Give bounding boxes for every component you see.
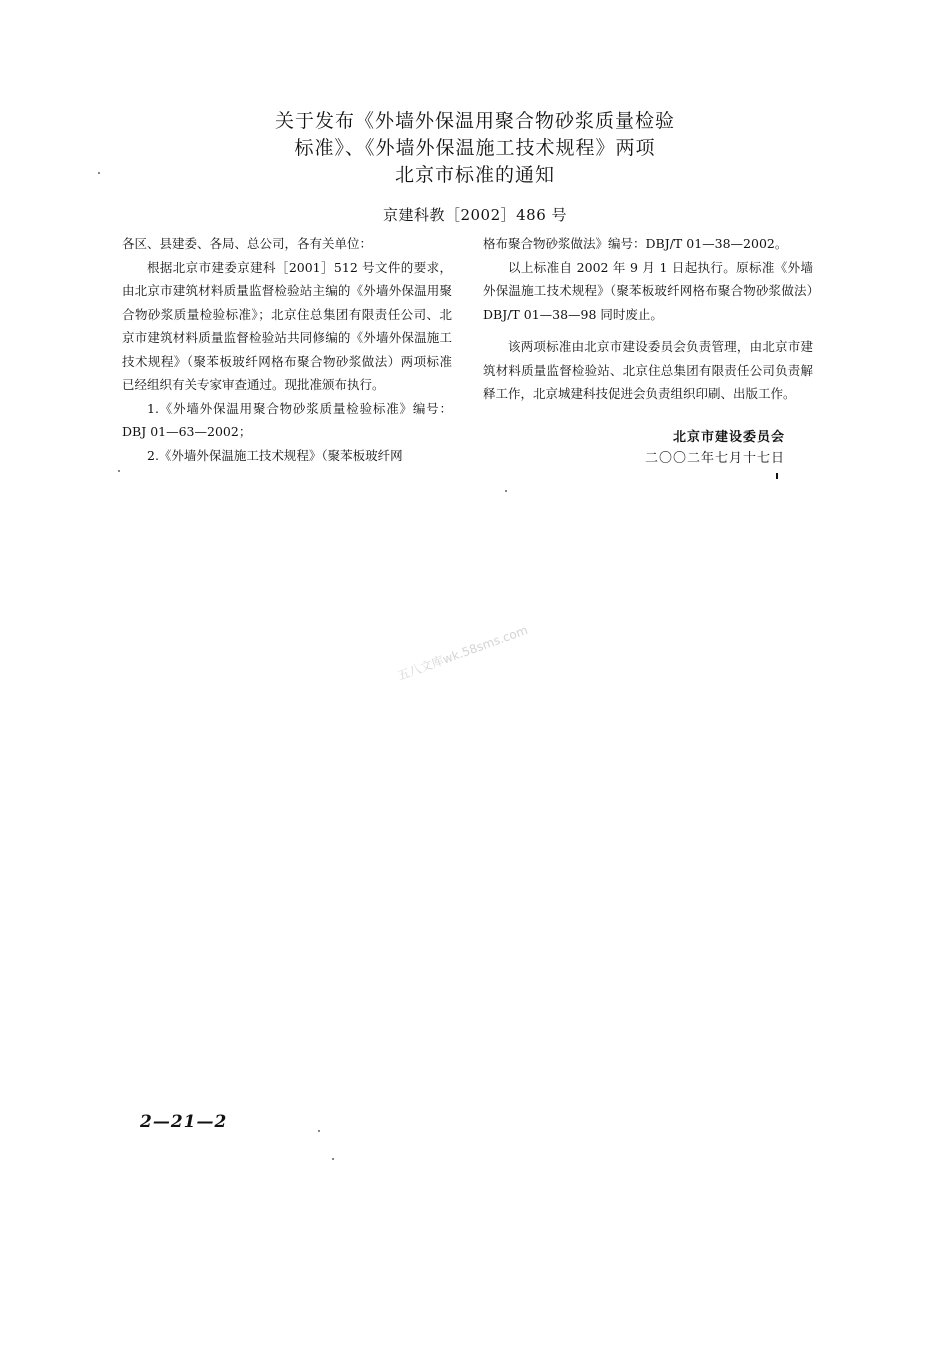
issuer-name: 北京市建设委员会 — [672, 430, 785, 445]
scan-speck — [118, 470, 120, 472]
document-number: 京建科教［2002］486 号 — [382, 206, 568, 224]
watermark: 五八文库wk.58sms.com — [395, 622, 530, 684]
left-column — [122, 232, 452, 467]
title-line-2: 标准》、《外墙外保温施工技术规程》两项 — [294, 137, 656, 159]
page-number: 2—21—2 — [140, 1112, 228, 1132]
title-line-3: 北京市标准的通知 — [394, 164, 555, 186]
standard-item-1: 1.《外墙外保温用聚合物砂浆质量检验标准》编号：DBJ 01—63—2002； — [122, 400, 452, 439]
issue-date: 二〇〇二年七月十七日 — [644, 451, 785, 466]
management-paragraph: 该两项标准由北京市建设委员会负责管理，由北京市建筑材料质量监督检验站、北京住总集团有限责任公司负责解释工作，北京城建科技促进会负责组织印刷、出版工作。 — [483, 339, 813, 401]
effective-date-paragraph: 以上标准自 2002 年 9 月 1 日起执行。原标准《外墙外保温施工技术规程》（聚苯板玻纤网格布聚合物砂浆做法）DBJ/T 01—38—98 同时废止。 — [483, 259, 813, 322]
scan-speck — [332, 1158, 334, 1160]
salutation: 各区、县建委、各局、总公司，各有关单位： — [122, 236, 373, 251]
body-paragraph: 根据北京市建委京建科［2001］512 号文件的要求，由北京市建筑材料质量监督检验站主编的《外墙外保温用聚合物砂浆质量检验标准》；北京住总集团有限责任公司、北京市建筑材料质量监督检验站共同修编的《外墙外保温施工技术规程》（聚苯板玻纤网格布聚合物砂浆做法）两项标准已经组织有关专家审查通过。现批准颁布执行。 — [122, 259, 452, 392]
standard-item-2: 2.《外墙外保温施工技术规程》（聚苯板玻纤网 — [147, 447, 403, 463]
scan-speck — [318, 1130, 320, 1132]
title-line-1: 关于发布《外墙外保温用聚合物砂浆质量检验 — [274, 110, 675, 132]
right-column — [483, 232, 813, 406]
item-2-continuation: 格布聚合物砂浆做法》编号：DBJ/T 01—38—2002。 — [483, 236, 788, 251]
scan-speck — [505, 490, 507, 492]
scan-mark — [776, 473, 778, 479]
scan-speck — [98, 172, 100, 174]
notice-title — [0, 108, 950, 189]
